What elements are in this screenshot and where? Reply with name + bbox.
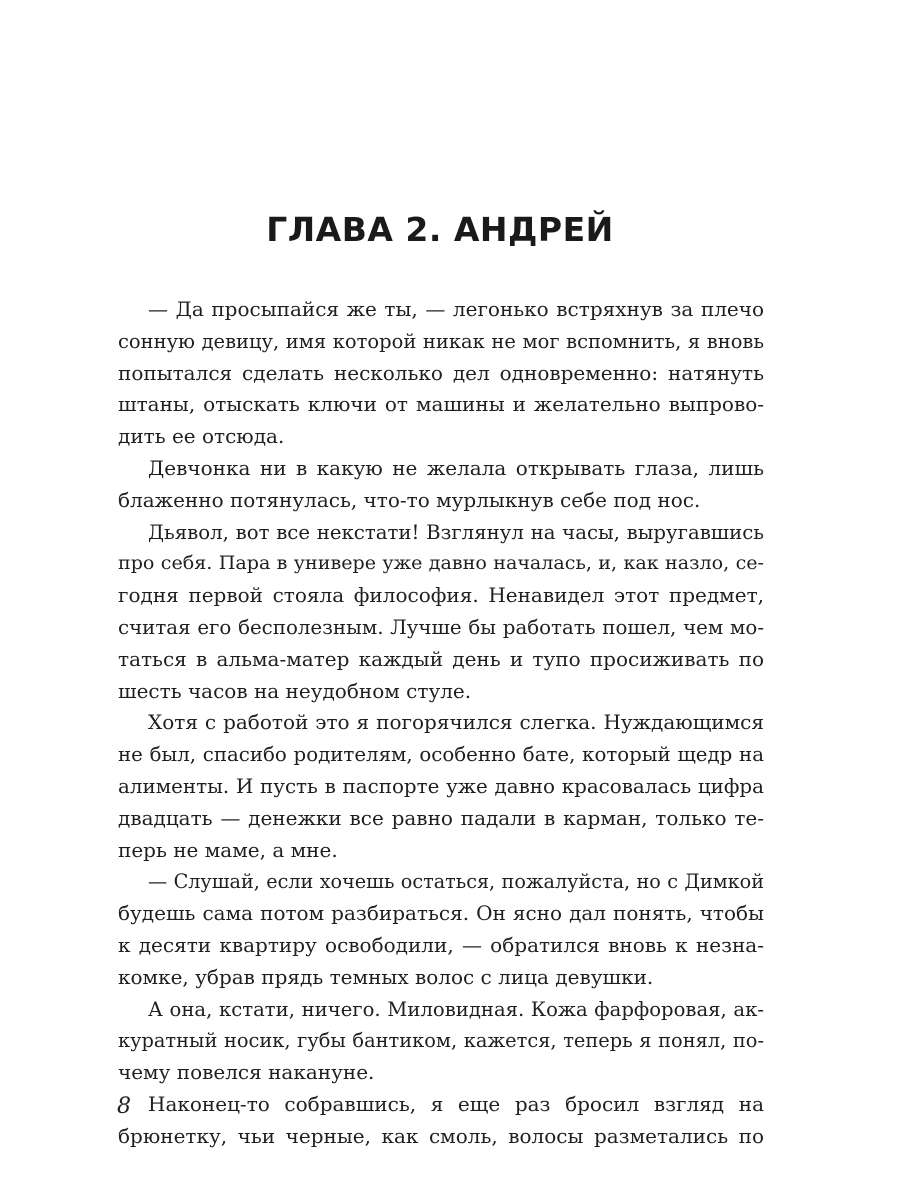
chapter-body xyxy=(118,294,764,1153)
paragraph xyxy=(118,453,764,517)
paragraph xyxy=(118,1089,764,1153)
paragraph xyxy=(118,994,764,1089)
text-line: Хотя с работой это я погорячился слегка. Нуждающимся xyxy=(148,710,764,735)
paragraph xyxy=(118,866,764,993)
paragraph xyxy=(118,294,764,453)
page-number: 8 xyxy=(117,1094,131,1119)
text-line: к десяти квартиру освободили, — обратился вновь к незна- xyxy=(118,932,764,957)
text-line: комке, убрав прядь темных волос с лица девушки. xyxy=(118,964,654,989)
paragraph xyxy=(118,517,764,708)
text-line: таться в альма-матер каждый день и тупо просиживать по xyxy=(118,646,764,671)
text-line: чему повелся накануне. xyxy=(118,1060,375,1085)
text-line: про себя. Пара в универе уже давно началась, и, как назло, се- xyxy=(118,552,764,575)
text-line: А она, кстати, ничего. Миловидная. Кожа фарфоровая, ак- xyxy=(148,997,764,1021)
text-line: будешь сама потом разбираться. Он ясно дал понять, чтобы xyxy=(118,901,764,926)
text-line: годня первой стояла философия. Ненавидел этот предмет, xyxy=(118,583,764,608)
text-line: брюнетку, чьи черные, как смоль, волосы разметались по xyxy=(118,1123,764,1148)
text-line: — Да просыпайся же ты, — легонько встряхнув за плечо xyxy=(148,297,764,321)
paragraph xyxy=(118,707,764,866)
text-line: двадцать — денежки все равно падали в карман, только те- xyxy=(118,805,764,830)
text-line: Наконец-то собравшись, я еще раз бросил взгляд на xyxy=(148,1091,764,1116)
text-line: не был, спасибо родителям, особенно бате, который щедр на xyxy=(118,743,764,767)
text-line: попытался сделать несколько дел одновременно: натянуть xyxy=(118,360,764,385)
text-line: Девчонка ни в какую не желала открывать глаза, лишь xyxy=(148,455,764,480)
text-line: штаны, отыскать ключи от машины и желательно выпрово- xyxy=(118,392,764,417)
text-line: сонную девицу, имя которой никак не мог вспомнить, я вновь xyxy=(118,329,764,353)
text-line: дить ее отсюда. xyxy=(118,424,285,449)
text-line: блаженно потянулась, что-то мурлыкнув себе под нос. xyxy=(118,487,701,512)
chapter-title: ГЛАВА 2. АНДРЕЙ xyxy=(266,210,614,249)
text-line: считая его бесполезным. Лучше бы работать пошел, чем мо- xyxy=(118,615,764,639)
text-line: — Слушай, если хочешь остаться, пожалуйста, но с Димкой xyxy=(148,870,764,894)
text-line: перь не маме, а мне. xyxy=(118,837,338,862)
text-line: куратный носик, губы бантиком, кажется, теперь я понял, по- xyxy=(118,1029,764,1053)
text-line: шесть часов на неудобном стуле. xyxy=(118,678,472,703)
text-line: Дьявол, вот все некстати! Взглянул на часы, выругавшись xyxy=(148,520,764,544)
text-line: алименты. И пусть в паспорте уже давно красовалась цифра xyxy=(118,774,764,798)
